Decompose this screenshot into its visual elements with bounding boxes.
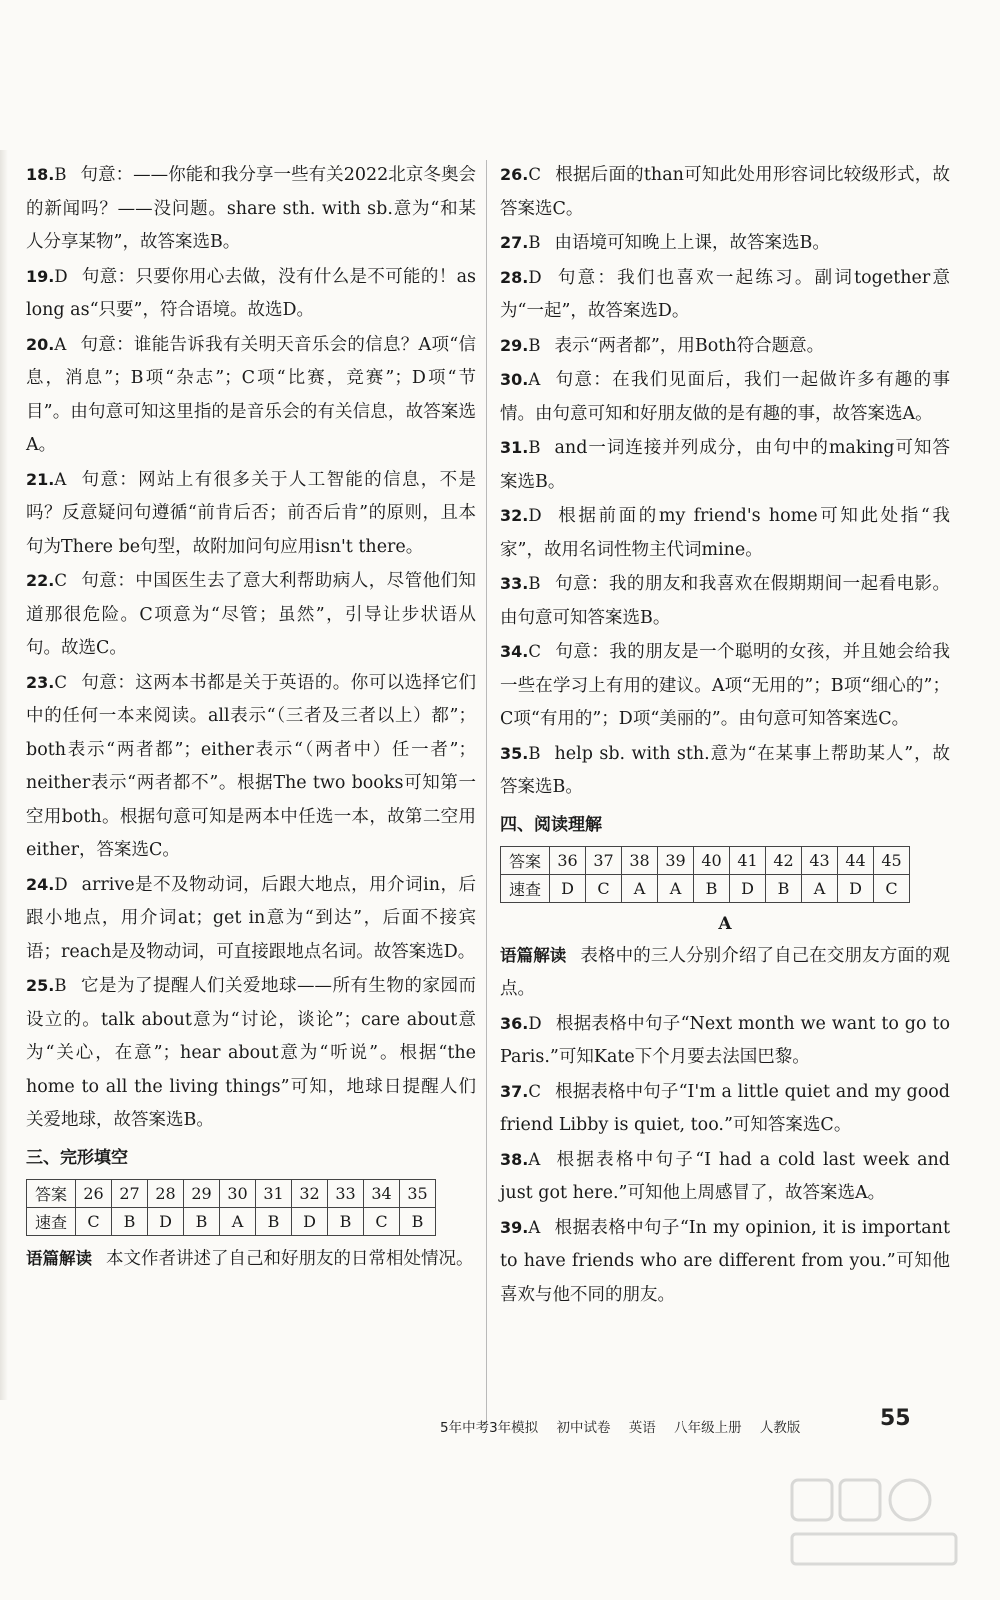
section-title-cloze: 三、完形填空: [26, 1147, 128, 1168]
footer: [440, 1416, 814, 1436]
table-answer: B: [766, 874, 802, 902]
answer-letter: D: [54, 874, 68, 894]
footer-edition: 人教版: [759, 1420, 801, 1436]
table-answer: A: [658, 874, 694, 902]
question-number: 18.: [26, 165, 55, 184]
question-number: 25.: [26, 976, 55, 995]
footer-type: 初中试卷: [556, 1420, 611, 1436]
page-edge-shadow: [0, 150, 8, 1400]
question-number: 37.: [500, 1081, 529, 1101]
answer-item: [500, 329, 950, 364]
answer-letter: A: [528, 370, 541, 389]
explanation-text: 句意：我的朋友和我喜欢在假期期间一起看电影。由句意可知答案选B。: [500, 574, 950, 628]
table-question-number: 28: [148, 1179, 184, 1207]
table-question-number: 29: [184, 1179, 220, 1207]
table-answer: A: [220, 1207, 256, 1235]
table-question-number: 36: [550, 846, 586, 874]
answer-item: [26, 969, 476, 1138]
question-number: 21.: [26, 469, 55, 489]
passage-summary-text: 本文作者讲述了自己和好朋友的日常相处情况。: [106, 1248, 474, 1269]
explanation-text: 句意：网站上有很多关于人工智能的信息，不是吗？反意疑问句遵循“前肯后否；前否后肯”的原则，且本句为There be句型，故附加问句应用isn't there。: [26, 469, 476, 557]
table-question-number: 37: [586, 846, 622, 874]
table-question-number: 43: [802, 846, 838, 874]
passage-summary-label: 语篇解读: [500, 945, 567, 965]
question-number: 29.: [500, 335, 529, 355]
answer-item: [26, 868, 476, 970]
table-answer: B: [694, 874, 730, 902]
answer-letter: B: [528, 743, 541, 763]
answer-letter: B: [54, 976, 67, 995]
question-number: 26.: [500, 165, 529, 184]
answer-item: [500, 635, 950, 737]
table-question-number: 31: [256, 1179, 292, 1207]
table-answer: B: [184, 1207, 220, 1235]
table-answer: D: [730, 874, 766, 902]
explanation-text: 它是为了提醒人们关爱地球——所有生物的家园而设立的。talk about意为“讨论，谈论”；care about意为“关心，在意”；hear about意为“听说”。根据“the home to all the living things”可知，地球日提醒人们关爱地球，故答案选B。: [26, 976, 476, 1130]
answer-letter: A: [528, 1149, 541, 1169]
answer-item: [500, 226, 950, 261]
explanation-text: 根据表格中句子“In my opinion, it is important to have friends who are different from you.”可知他喜欢与他不同的朋友。: [500, 1217, 950, 1305]
table-question-number: 34: [364, 1179, 400, 1207]
section-title-reading: 四、阅读理解: [500, 814, 602, 835]
answer-letter: A: [54, 334, 67, 354]
table-answer: C: [364, 1207, 400, 1235]
answer-item: [500, 1143, 950, 1211]
answer-item: [500, 1007, 950, 1075]
answer-letter: C: [528, 642, 541, 661]
footer-subject: 英语: [628, 1420, 656, 1436]
table-question-number: 39: [658, 846, 694, 874]
table-question-number: 41: [730, 846, 766, 874]
table-answer: B: [112, 1207, 148, 1235]
question-number: 31.: [500, 438, 529, 457]
answer-key-table: [500, 846, 910, 903]
table-question-number: 26: [76, 1179, 112, 1207]
answer-item: [500, 1075, 950, 1143]
table-question-number: 42: [766, 846, 802, 874]
question-number: 36.: [500, 1013, 529, 1033]
question-number: 27.: [500, 233, 529, 252]
question-number: 39.: [500, 1217, 529, 1237]
answer-item: [500, 499, 950, 567]
table-answer: D: [550, 874, 586, 902]
question-number: 24.: [26, 874, 55, 894]
table-question-number: 33: [328, 1179, 364, 1207]
answer-item: [26, 463, 476, 565]
passage-summary: [500, 939, 950, 1007]
table-row-label: 答案: [27, 1179, 76, 1207]
explanation-text: 表示“两者都”，用Both符合题意。: [554, 335, 825, 356]
table-question-number: 27: [112, 1179, 148, 1207]
answer-item: [500, 1211, 950, 1313]
table-answer: D: [292, 1207, 328, 1235]
answer-letter: B: [54, 165, 67, 184]
table-question-number: 35: [400, 1179, 436, 1207]
table-row: [501, 874, 910, 902]
question-number: 32.: [500, 506, 529, 525]
answer-item: [500, 363, 950, 431]
right-column: [500, 158, 950, 1312]
explanation-text: 句意：在我们见面后，我们一起做许多有趣的事情。由句意可知和好朋友做的是有趣的事，故答案选A。: [500, 370, 950, 424]
question-number: 33.: [500, 574, 529, 593]
answer-letter: D: [528, 1013, 542, 1033]
passage-summary-text: 表格中的三人分别介绍了自己在交朋友方面的观点。: [500, 945, 951, 999]
question-number: 19.: [26, 266, 55, 286]
answer-letter: D: [528, 506, 542, 525]
explanation-text: arrive是不及物动词，后跟大地点，用介词in，后跟小地点，用介词at；get in意为“到达”，后面不接宾语；reach是及物动词，可直接跟地点名词。故答案选D。: [26, 874, 476, 962]
answer-item: [26, 328, 476, 463]
answer-letter: A: [528, 1217, 541, 1237]
answer-item: [26, 260, 476, 328]
table-answer: B: [400, 1207, 436, 1235]
question-number: 30.: [500, 370, 529, 389]
table-question-number: 38: [622, 846, 658, 874]
explanation-text: 句意：中国医生去了意大利帮助病人，尽管他们知道那很危险。C项意为“尽管；虽然”，引导让步状语从句。故选C。: [26, 571, 476, 658]
table-answer: A: [622, 874, 658, 902]
table-question-number: 40: [694, 846, 730, 874]
answer-letter: C: [528, 1081, 541, 1101]
explanation-text: 由语境可知晚上上课，故答案选B。: [554, 233, 830, 253]
question-number: 22.: [26, 571, 55, 590]
page-number: 55: [880, 1406, 911, 1431]
passage-title: A: [718, 913, 732, 934]
explanation-text: 根据表格中句子“I'm a little quiet and my good friend Libby is quiet, too.”可知答案选C。: [500, 1081, 950, 1135]
answer-item: [500, 737, 950, 805]
table-question-number: 45: [874, 846, 910, 874]
passage-summary: [26, 1242, 476, 1277]
table-answer: B: [256, 1207, 292, 1235]
table-answer: C: [874, 874, 910, 902]
table-question-number: 30: [220, 1179, 256, 1207]
answer-letter: C: [54, 571, 67, 590]
explanation-text: 根据后面的than可知此处用形容词比较级形式，故答案选C。: [500, 165, 950, 219]
answer-item: [26, 666, 476, 868]
answer-letter: B: [528, 574, 541, 593]
explanation-text: 根据表格中句子“I had a cold last week and just got here.”可知他上周感冒了，故答案选A。: [500, 1149, 950, 1203]
question-number: 34.: [500, 642, 529, 661]
explanation-text: 句意：我们也喜欢一起练习。副词together意为“一起”，故答案选D。: [500, 267, 950, 321]
table-question-number: 32: [292, 1179, 328, 1207]
answer-letter: D: [54, 266, 68, 286]
passage-summary-label: 语篇解读: [26, 1248, 92, 1268]
question-number: 23.: [26, 672, 55, 692]
table-question-number: 44: [838, 846, 874, 874]
table-row: [501, 846, 910, 874]
answer-item: [26, 564, 476, 666]
table-answer: A: [802, 874, 838, 902]
table-row: [27, 1207, 436, 1235]
table-answer: B: [328, 1207, 364, 1235]
question-number: 35.: [500, 743, 529, 763]
left-column: [26, 158, 476, 1276]
answer-letter: C: [528, 165, 541, 184]
table-answer: C: [76, 1207, 112, 1235]
explanation-text: and一词连接并列成分，由句中的making可知答案选B。: [500, 438, 950, 492]
footer-series: 5年中考3年模拟: [440, 1420, 539, 1436]
watermark-logo: [786, 1474, 966, 1574]
table-answer: C: [586, 874, 622, 902]
answer-key-table: [26, 1179, 436, 1236]
explanation-text: 句意：这两本书都是关于英语的。你可以选择它们中的任何一本来阅读。all表示“（三者及三者以上）都”；both表示“两者都”；either表示“（两者中）任一者”；neither表示“两者都不”。根据The two books可知第一空用both。根据句意可知是两本中任选一本，故第二空用either，答案选C。: [26, 672, 476, 860]
table-row-label: 速查: [501, 874, 550, 902]
answer-item: [500, 158, 950, 226]
footer-grade: 八年级上册: [674, 1420, 742, 1436]
question-number: 28.: [500, 267, 529, 287]
answer-letter: C: [54, 672, 67, 692]
question-number: 38.: [500, 1149, 529, 1169]
question-number: 20.: [26, 334, 55, 354]
answer-letter: B: [528, 438, 541, 457]
explanation-text: 句意：谁能告诉我有关明天音乐会的信息？A项“信息，消息”；B项“杂志”；C项“比赛，竞赛”；D项“节目”。由句意可知这里指的是音乐会的有关信息，故答案选A。: [26, 334, 476, 455]
table-answer: D: [838, 874, 874, 902]
explanation-text: help sb. with sth.意为“在某事上帮助某人”，故答案选B。: [500, 743, 950, 797]
answer-item: [500, 567, 950, 635]
table-answer: D: [148, 1207, 184, 1235]
explanation-text: 根据表格中句子“Next month we want to go to Paris.”可知Kate下个月要去法国巴黎。: [500, 1013, 950, 1067]
table-row: [27, 1179, 436, 1207]
explanation-text: 根据前面的my friend's home可知此处指“我家”，故用名词性物主代词mine。: [500, 506, 950, 560]
answer-letter: B: [528, 335, 541, 355]
explanation-text: 句意：只要你用心去做，没有什么是不可能的！as long as“只要”，符合语境。故选D。: [26, 266, 476, 320]
answer-letter: A: [54, 469, 67, 489]
answer-letter: B: [528, 233, 541, 252]
explanation-text: 句意：我的朋友是一个聪明的女孩，并且她会给我一些在学习上有用的建议。A项“无用的”；B项“细心的”；C项“有用的”；D项“美丽的”。由句意可知答案选C。: [500, 642, 950, 729]
answer-item: [500, 431, 950, 499]
answer-item: [26, 158, 476, 260]
answer-letter: D: [528, 267, 542, 287]
answer-item: [500, 261, 950, 329]
column-divider: [486, 160, 487, 1430]
explanation-text: 句意：——你能和我分享一些有关2022北京冬奥会的新闻吗？——没问题。share sth. with sb.意为“和某人分享某物”，故答案选B。: [26, 165, 476, 252]
table-row-label: 答案: [501, 846, 550, 874]
table-row-label: 速查: [27, 1207, 76, 1235]
